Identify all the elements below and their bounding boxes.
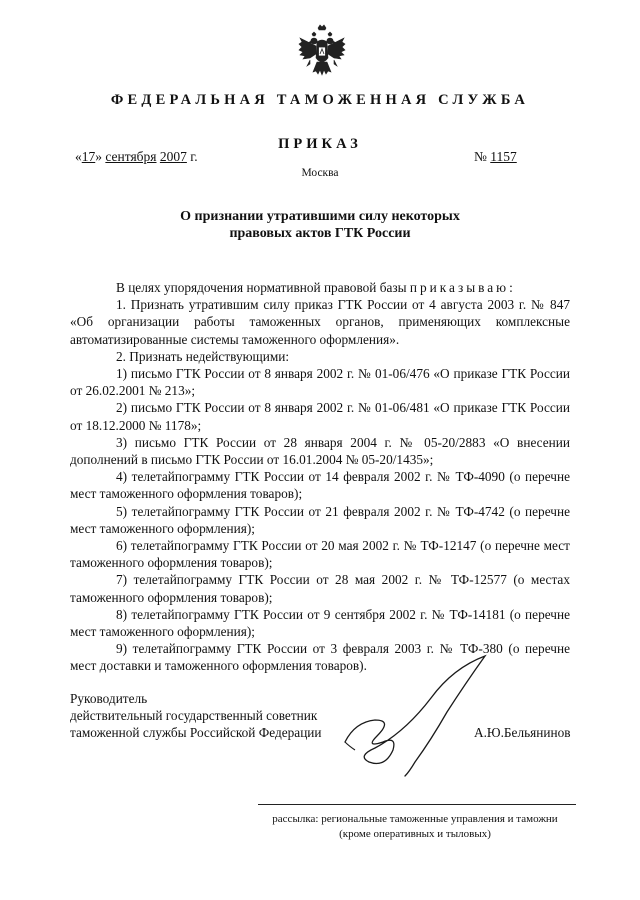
handwritten-signature — [335, 650, 495, 780]
date-day: 17 — [81, 149, 96, 164]
document-date — [75, 149, 198, 165]
date-year-prefix: 200 — [159, 149, 181, 164]
document-title — [120, 208, 520, 242]
intro-verb: приказываю: — [409, 280, 516, 295]
signatory-role-line: действительный государственный советник — [70, 708, 318, 724]
distribution-list — [250, 812, 580, 842]
intro-text: В целях упорядочения нормативной правовой базы — [116, 280, 407, 295]
signatory-name: А.Ю.Бельянинов — [474, 725, 571, 740]
date-open-quote: « — [75, 149, 82, 164]
double-headed-eagle-icon — [298, 22, 346, 80]
document-body — [70, 279, 570, 675]
list-item: 8) телетайпограмму ГТК России от 9 сентября 2002 г. № ТФ-14181 (о перечне мест таможенного оформления); — [70, 606, 570, 640]
list-item: 4) телетайпограмму ГТК России от 14 февраля 2002 г. № ТФ-4090 (о перечне мест таможенного оформления товаров); — [70, 469, 570, 502]
signatory-title — [70, 690, 322, 742]
title-line-1: О признании утратившими силу некоторых — [180, 209, 460, 224]
agency-name: ФЕДЕРАЛЬНАЯ ТАМОЖЕННАЯ СЛУЖБА — [110, 92, 530, 108]
divider — [258, 804, 576, 805]
title-line-2: правовых актов ГТК России — [229, 226, 411, 241]
list-item: 7) телетайпограмму ГТК России от 28 мая 2002 г. № ТФ-12577 (о местах таможенного оформления товаров); — [70, 572, 570, 605]
date-month: сентября — [105, 149, 157, 164]
number-value: 1157 — [490, 149, 517, 164]
clause-1: 1. Признать утратившим силу приказ ГТК России от 4 августа 2003 г. № 847 «Об организации работы таможенных органов, применяющих комплексные автоматизированные системы таможенного оформления». — [70, 297, 570, 347]
date-year-suffix: 7 — [180, 149, 187, 164]
date-year-unit: г. — [190, 149, 198, 164]
date-close-quote: » — [95, 149, 102, 164]
list-item: 5) телетайпограмму ГТК России от 21 февраля 2002 г. № ТФ-4742 (о перечне мест таможенного оформления); — [70, 503, 570, 536]
signatory-role-line: Руководитель — [70, 691, 148, 706]
signatory-role-line: таможенной службы Российской Федерации — [70, 725, 322, 741]
list-item: 2) письмо ГТК России от 8 января 2002 г. № 01-06/481 «О приказе ГТК России от 18.12.2000 № 1178»; — [70, 400, 570, 433]
city: Москва — [301, 167, 339, 179]
intro-paragraph — [70, 279, 570, 296]
number-sign: № — [474, 149, 487, 164]
document-number — [474, 149, 574, 165]
list-item: 6) телетайпограмму ГТК России от 20 мая 2002 г. № ТФ-12147 (о перечне мест таможенного оформления товаров); — [70, 538, 570, 571]
document-type: ПРИКАЗ — [278, 136, 362, 152]
list-item: 9) телетайпограмму ГТК России от 3 февраля 2003 г. № ТФ-380 (о перечне мест доставки и таможенного оформления товаров). — [70, 641, 570, 674]
list-item: 1) письмо ГТК России от 8 января 2002 г. № 01-06/476 «О приказе ГТК России от 26.02.2001 № 213»; — [70, 366, 570, 399]
distribution-line: (кроме оперативных и тыловых) — [339, 828, 491, 840]
list-item: 3) письмо ГТК России от 28 января 2004 г. № 05-20/2883 «О внесении дополнений в письмо ГТК России от 16.01.2004 № 05-20/1435»; — [70, 434, 570, 468]
distribution-line: рассылка: региональные таможенные управления и таможни — [272, 813, 558, 825]
clause-2: 2. Признать недействующими: — [116, 348, 290, 364]
